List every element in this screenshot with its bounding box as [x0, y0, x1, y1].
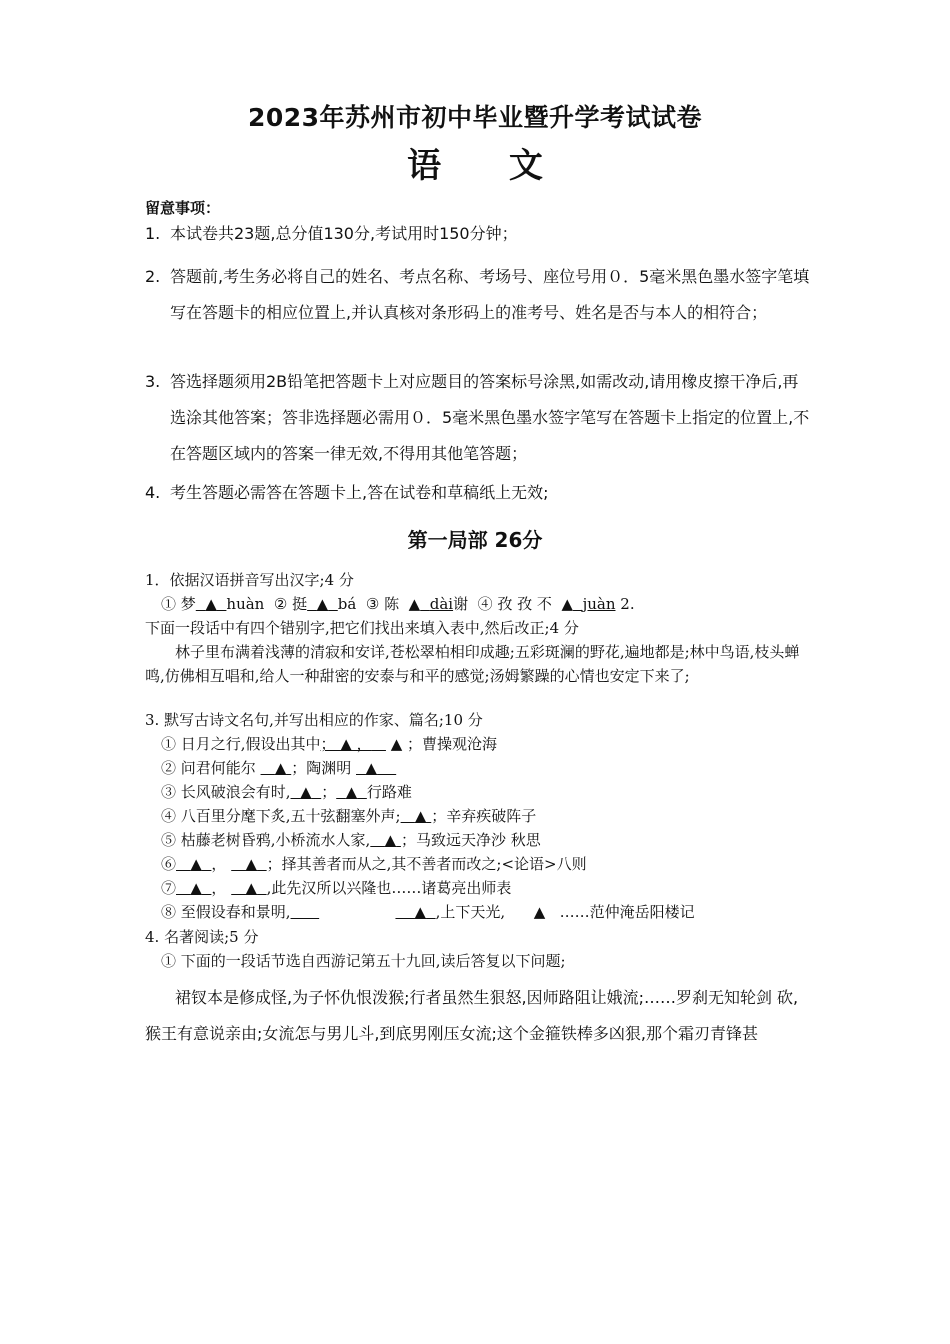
line-text: 行路难 [366, 783, 412, 801]
question-stem: 4. 名著阅读;5 分 [145, 928, 259, 946]
answer-blank[interactable] [196, 595, 227, 613]
line-text: ， [211, 855, 227, 873]
pinyin: juàn [582, 595, 616, 613]
answer-blank[interactable] [291, 903, 320, 921]
passage: 林子里布满着浅薄的清寂和安详,苍松翠柏相印成趣;五彩斑澜的野花,遍地都是;林中鸟语,枝头蝉鸣,仿佛相互唱和,给人一种甜密的安泰与和平的感觉;汤姆繁躁的心情也安定下来了; [145, 643, 800, 685]
triangle-marker: ▲ [274, 759, 287, 777]
notice-item-4 [145, 475, 813, 511]
triangle-marker: ▲ [190, 855, 202, 873]
triangle-marker: ▲ [561, 595, 574, 613]
line-text: ① 日月之行,假设出其中 [161, 735, 321, 753]
reading-passage: 裙钗本是修成怪,为子怀仇恨泼猴;行者虽然生狠怒,因师路阻让娥流;……罗刹无知轮剑 砍,猴王有意说亲由;女流怎与男儿斗,到底男刚压女流;这个金箍铁棒多凶狠,那个霜刃青锋甚 [145, 988, 799, 1043]
line-text: ② 问君何能尔 [161, 759, 256, 777]
line-text: ⑧ 至假设春和景明, [161, 903, 291, 921]
answer-blank[interactable] [261, 759, 292, 777]
answer-blank[interactable] [401, 807, 432, 825]
answer-blank[interactable] [176, 855, 211, 873]
pinyin: huàn [226, 595, 265, 613]
exam-title: 2023年苏州市初中毕业暨升学考试试卷 [247, 103, 703, 132]
answer-blank[interactable] [395, 903, 435, 921]
answer-blank[interactable] [573, 595, 615, 613]
notice-item-3 [145, 364, 813, 472]
question-1 [145, 568, 813, 616]
pinyin: dài [429, 595, 454, 613]
pinyin: bá [337, 595, 357, 613]
answer-blank[interactable] [336, 783, 367, 801]
notice-item-number: 2. [145, 267, 161, 286]
notice-item-2 [145, 259, 813, 331]
answer-blank[interactable] [231, 855, 266, 873]
notice-item-text: 考生答题必需答在答题卡上,答在试卷和草稿纸上无效; [170, 483, 549, 502]
triangle-marker: ▲ [414, 807, 427, 825]
sub-question: ① 下面的一段话节选自西游记第五十九回,读后答复以下问题; [161, 952, 566, 970]
pinyin-suffix: 谢 [453, 595, 469, 613]
pinyin-prefix: ② 挺 [273, 595, 308, 613]
line-text: ；马致远天净沙 秋思 [400, 831, 541, 849]
line-text: ；择其善者而从之,其不善者而改之;<论语>八则 [266, 855, 587, 873]
triangle-marker: ▲ [205, 595, 217, 613]
triangle-marker: ▲ [414, 903, 427, 921]
poem-line [145, 756, 813, 780]
notice-item-text: 答题前,考生务必将自己的姓名、考点名称、考场号、座位号用０．5毫米黑色墨水签字笔填写在答题卡的相应位置上,并认真核对条形码上的准考号、姓名是否与本人的相符合； [170, 267, 810, 322]
line-text: ⑤ 枯藤老树昏鸦,小桥流水人家, [161, 831, 371, 849]
line-text: ； [321, 783, 337, 801]
poem-line [145, 828, 813, 852]
line-text: ；辛弃疾破阵子 [431, 807, 537, 825]
line-text: ④ 八百里分麾下炙,五十弦翻塞外声; [161, 807, 401, 825]
answer-blank[interactable] [372, 735, 386, 753]
question-number: 2. [620, 595, 635, 613]
triangle-marker: ▲ [316, 595, 329, 613]
triangle-marker: ▲ [245, 879, 258, 897]
question-stem: 下面一段话中有四个错别字,把它们找出来填入表中,然后改正;4 分 [145, 619, 579, 637]
question-4 [145, 925, 813, 973]
subject-title: 语 文 [407, 146, 571, 186]
answer-blank[interactable] [420, 595, 453, 613]
pinyin-line [145, 592, 813, 616]
line-text: ,上下天光, [435, 903, 506, 921]
triangle-marker: ▲ [245, 855, 258, 873]
notice-item-number: 3. [145, 372, 161, 391]
line-text: ,此先汉所以兴隆也……诸葛亮出师表 [266, 879, 512, 897]
poem-line [145, 852, 813, 876]
line-text: ⑥ [161, 855, 177, 873]
poem-line [145, 900, 813, 924]
answer-blank[interactable] [356, 759, 396, 777]
notice-heading: 留意事项： [145, 199, 221, 217]
line-text: ， [211, 879, 227, 897]
triangle-marker: ▲ [384, 831, 397, 849]
question-2 [145, 616, 813, 688]
notice-item-number: 1. [145, 224, 161, 243]
triangle-marker: ▲ [408, 595, 421, 613]
triangle-marker: ▲ [190, 879, 202, 897]
poem-line [145, 876, 813, 900]
answer-blank[interactable] [291, 783, 322, 801]
triangle-marker: ▲ [533, 903, 546, 921]
section-title: 第一局部 26分 [407, 528, 543, 552]
answer-blank[interactable]: ； ▲ ， [320, 735, 372, 753]
triangle-marker: ▲ [365, 759, 378, 777]
line-text: ……范仲淹岳阳楼记 [559, 903, 695, 921]
pinyin-prefix: ③ 陈 [365, 595, 400, 613]
question-stem: 1．依据汉语拼音写出汉字;4 分 [145, 571, 354, 589]
answer-blank[interactable] [370, 831, 401, 849]
line-text: ⑦ [161, 879, 177, 897]
notice-item-1 [145, 216, 813, 252]
notice-item-text: 本试卷共23题,总分值130分,考试用时150分钟； [170, 224, 518, 243]
poem-line [145, 780, 813, 804]
triangle-marker: ▲ [300, 783, 312, 801]
answer-blank[interactable] [307, 595, 338, 613]
pinyin-prefix: ① 梦 [161, 595, 196, 613]
question-3 [145, 708, 813, 924]
triangle-marker: ▲ [345, 783, 358, 801]
answer-blank[interactable] [176, 879, 211, 897]
line-text: ；曹操观沧海 [407, 735, 498, 753]
line-text: ③ 长风破浪会有时, [161, 783, 291, 801]
answer-blank[interactable] [231, 879, 266, 897]
notice-item-text: 答选择题须用2B铅笔把答题卡上对应题目的答案标号涂黑,如需改动,请用橡皮擦干净后,再选涂其他答案；答非选择题必需用０．5毫米黑色墨水签字笔写在答题卡上指定的位置上,不在答题区域内的答案一律无效,不得用其他笔答题； [170, 372, 810, 463]
line-text: ；陶渊明 [291, 759, 352, 777]
poem-line [145, 804, 813, 828]
notice-item-number: 4. [145, 483, 161, 502]
poem-line [145, 732, 813, 756]
triangle-marker: ▲ [390, 735, 403, 753]
question-stem: 3. 默写古诗文名句,并写出相应的作家、篇名;10 分 [145, 711, 483, 729]
pinyin-prefix: ④ 孜 孜 不 [477, 595, 552, 613]
